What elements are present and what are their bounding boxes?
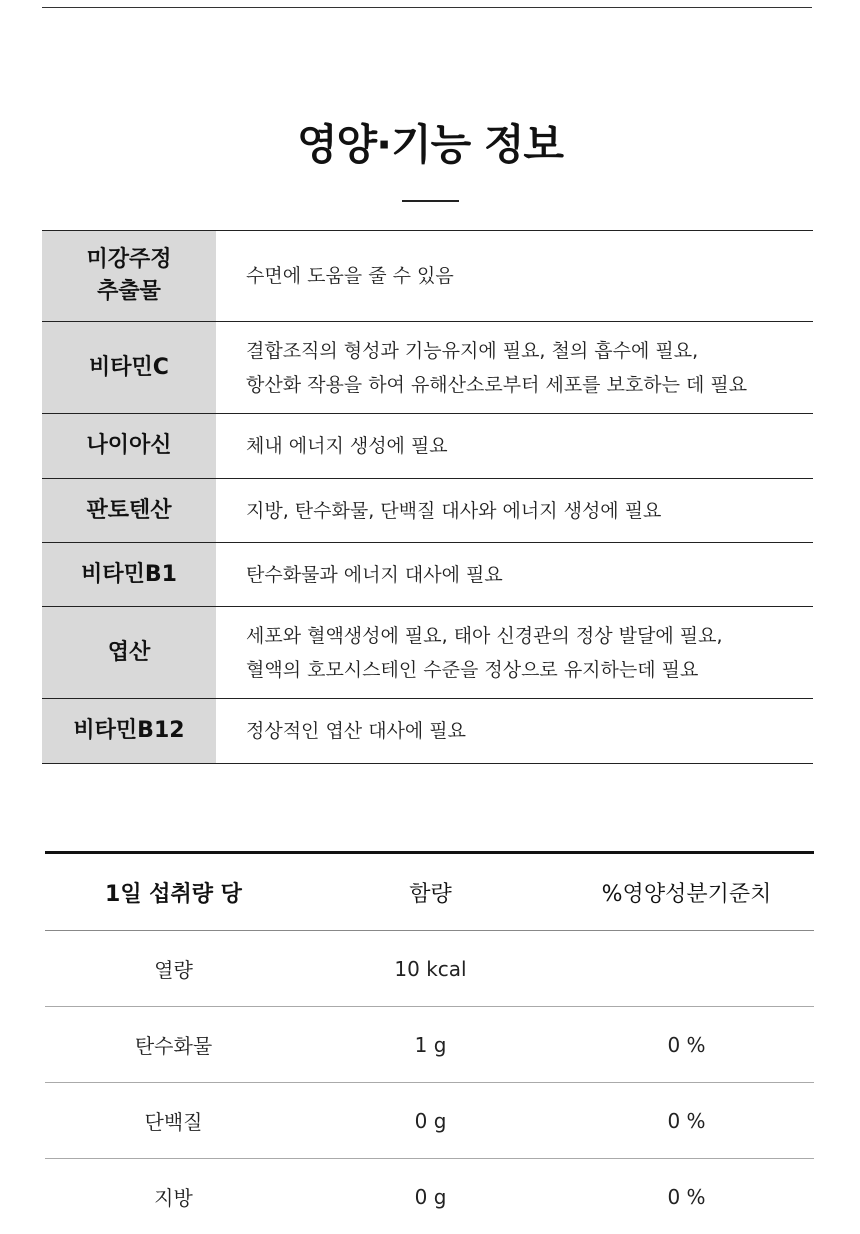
nutrient-name: 열량 [45,931,302,1007]
ingredient-function [216,231,813,322]
ingredient-function [216,699,813,764]
function-line: 결합조직의 형성과 기능유지에 필요, 철의 흡수에 필요, [246,334,813,368]
table-row [42,607,813,699]
function-line: 탄수화물과 에너지 대사에 필요 [246,558,813,592]
table-row [42,322,813,414]
ingredient-function [216,414,813,479]
ingredient-name-line: 비타민C [42,352,216,384]
nutrient-daily-value: 0 % [559,1083,814,1159]
nutrient-amount: 10 kcal [302,931,559,1007]
table-row [42,414,813,479]
ingredient-function [216,479,813,543]
table-row [45,1007,814,1083]
functional-info-table [42,230,813,764]
nutrient-daily-value: 0 % [559,1159,814,1234]
function-line: 세포와 혈액생성에 필요, 태아 신경관의 정상 발달에 필요, [246,619,813,653]
column-header-amount: 함량 [302,853,559,931]
page-title: 영양·기능 정보 [0,112,860,172]
nutrient-amount: 1 g [302,1007,559,1083]
nutrient-daily-value [559,931,814,1007]
top-divider [42,7,812,8]
ingredient-function [216,322,813,414]
column-header-daily-value: %영양성분기준치 [559,853,814,931]
table-row [45,1083,814,1159]
ingredient-name-line: 엽산 [42,637,216,669]
ingredient-name-line: 비타민B1 [42,559,216,591]
ingredient-name-line: 나이아신 [42,430,216,462]
ingredient-name [42,479,216,543]
ingredient-name-line: 추출물 [42,276,216,308]
nutrition-facts-table [45,851,814,1234]
nutrient-daily-value: 0 % [559,1007,814,1083]
nutrient-amount: 0 g [302,1159,559,1234]
ingredient-name [42,414,216,479]
ingredient-name [42,231,216,322]
table-row [42,699,813,764]
column-header-serving: 1일 섭취량 당 [45,853,302,931]
function-line: 항산화 작용을 하여 유해산소로부터 세포를 보호하는 데 필요 [246,368,813,402]
nutrient-amount: 0 g [302,1083,559,1159]
function-line: 정상적인 엽산 대사에 필요 [246,714,813,748]
ingredient-function [216,543,813,607]
table-row [42,479,813,543]
ingredient-name-line: 판토텐산 [42,495,216,527]
function-line: 지방, 탄수화물, 단백질 대사와 에너지 생성에 필요 [246,494,813,528]
nutrient-name: 단백질 [45,1083,302,1159]
nutrient-name: 탄수화물 [45,1007,302,1083]
function-line: 수면에 도움을 줄 수 있음 [246,259,813,293]
table-row [42,543,813,607]
title-underline [402,200,459,202]
ingredient-name-line: 비타민B12 [42,715,216,747]
table-row [45,1159,814,1234]
function-line: 혈액의 호모시스테인 수준을 정상으로 유지하는데 필요 [246,653,813,687]
nutrient-name: 지방 [45,1159,302,1234]
table-header-row [45,853,814,931]
ingredient-name [42,699,216,764]
ingredient-name [42,543,216,607]
table-row [45,931,814,1007]
ingredient-name [42,322,216,414]
table-row [42,231,813,322]
ingredient-name-line: 미강주정 [42,244,216,276]
ingredient-function [216,607,813,699]
ingredient-name [42,607,216,699]
function-line: 체내 에너지 생성에 필요 [246,429,813,463]
